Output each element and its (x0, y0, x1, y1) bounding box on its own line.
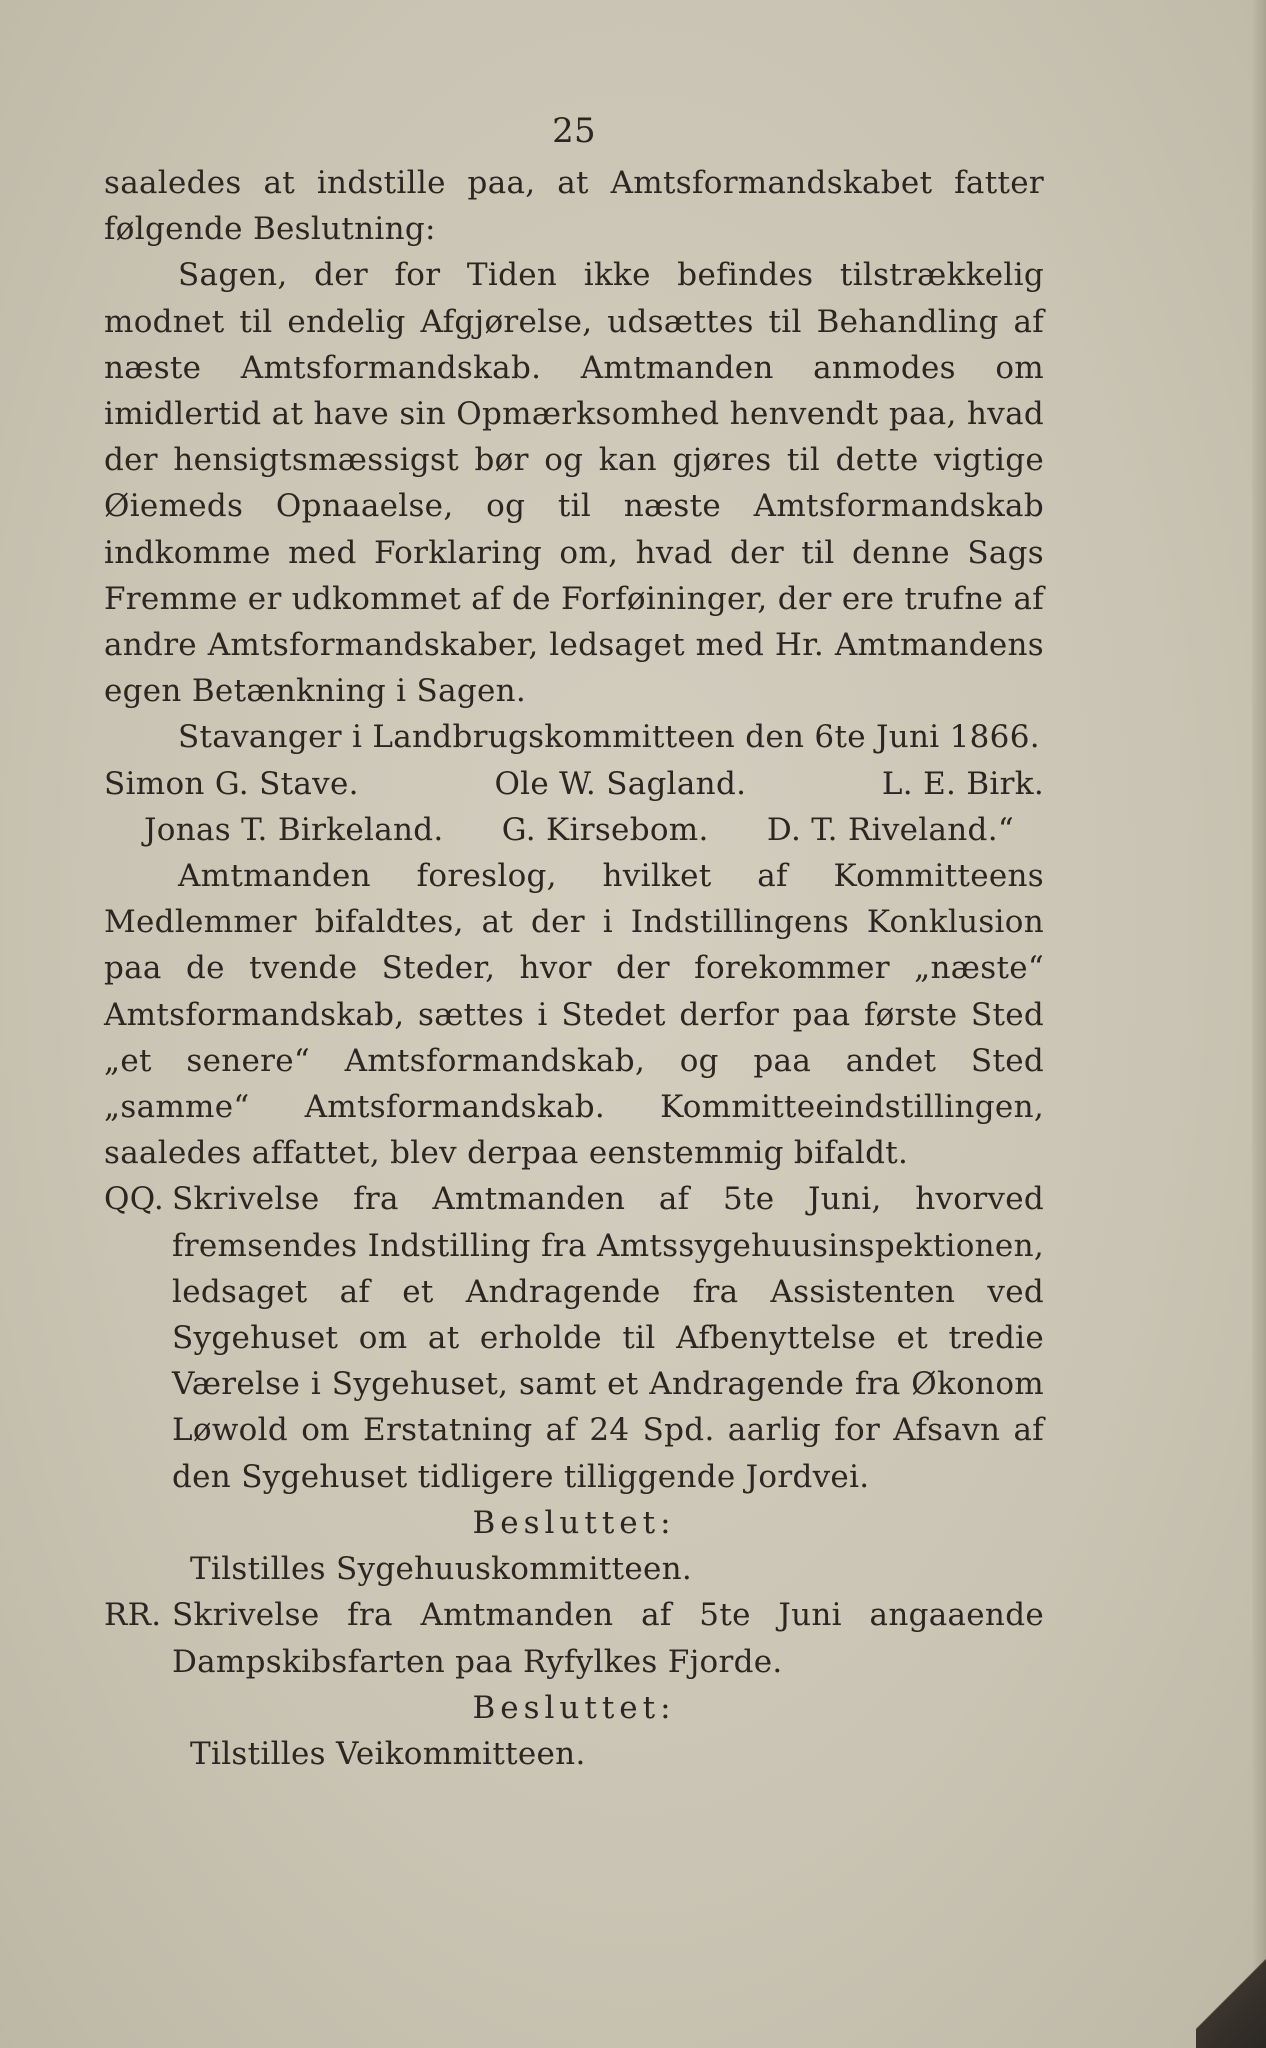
decision-text: Tilstilles Veikommitteen. (190, 1735, 586, 1772)
signer-name: G. Kirsebom. (501, 811, 709, 848)
page-text (104, 108, 1044, 1777)
page-edge (1252, 0, 1266, 2048)
agenda-item-qq (104, 1176, 1044, 1499)
paragraph-resolution: Sagen, der for Tiden ikke befindes tilstrækkelig modnet til endelig Afgjørelse, udsættes til Behandling af næste Amtsformandskab. Amtmanden anmodes om imidlertid at have sin Opmærksomhed henvendt paa, hvad der hensigtsmæssigst bør og kan gjøres til dette vigtige Øiemeds Opnaaelse, og til næste Amtsformandskab indkomme med Forklaring om, hvad der til denne Sags Fremme er udkommet af de Forføininger, der ere trufne af andre Amtsformandskaber, ledsaget med Hr. Amtmandens egen Betænkning i Sagen. (104, 257, 1044, 710)
item-text: Skrivelse fra Amtmanden af 5te Juni angaaende Dampskibsfarten paa Ryfylkes Fjorde. (172, 1597, 1044, 1680)
signers-row (104, 807, 1044, 853)
paragraph-amendment: Amtmanden foreslog, hvilket af Kommitteens Medlemmer bifaldtes, at der i Indstillingens Konklusion paa de tvende Steder, hvor der forekommer „næste“ Amtsformandskab, sættes i Stedet derfor paa første Sted „et senere“ Amtsformandskab, og paa andet Sted „samme“ Amtsformandskab. Kommitteeindstillingen, saaledes affattet, blev derpaa eenstemmig bifaldt. (104, 858, 1044, 1172)
signer-name: Simon G. Stave. (104, 765, 359, 802)
page-corner (1196, 1938, 1266, 2048)
signers (104, 761, 1044, 853)
item-label: QQ. (104, 1181, 165, 1218)
item-text: Skrivelse fra Amtmanden af 5te Juni, hvorved fremsendes Indstilling fra Amtssygehuusinspektionen, ledsaget af et Andragende fra Assistenten ved Sygehuset om at erholde til Afbenyttelse et tredie Værelse i Sygehuset, samt et Andragende fra Økonom Løwold om Erstatning af 24 Spd. aarlig for Afsavn af den Sygehuset tidligere tilliggende Jordvei. (172, 1181, 1044, 1495)
signer-name: D. T. Riveland.“ (766, 811, 1014, 848)
page-number: 25 (552, 111, 596, 151)
decision-title: Besluttet: (472, 1504, 676, 1541)
agenda-item-rr (104, 1592, 1044, 1684)
signer-name: L. E. Birk. (881, 765, 1044, 802)
paragraph-place-date: Stavanger i Landbrugskommitteen den 6te Juni 1866. (178, 719, 1040, 756)
signer-name: Ole W. Sagland. (494, 765, 747, 802)
decision-title: Besluttet: (472, 1689, 676, 1726)
decision-text: Tilstilles Sygehuuskommitteen. (190, 1551, 693, 1588)
signers-row (104, 761, 1044, 807)
item-label: RR. (104, 1597, 162, 1634)
paragraph-intro: saaledes at indstille paa, at Amtsformandskabet fatter følgende Beslutning: (104, 165, 1044, 248)
signer-name: Jonas T. Birkeland. (144, 811, 444, 848)
